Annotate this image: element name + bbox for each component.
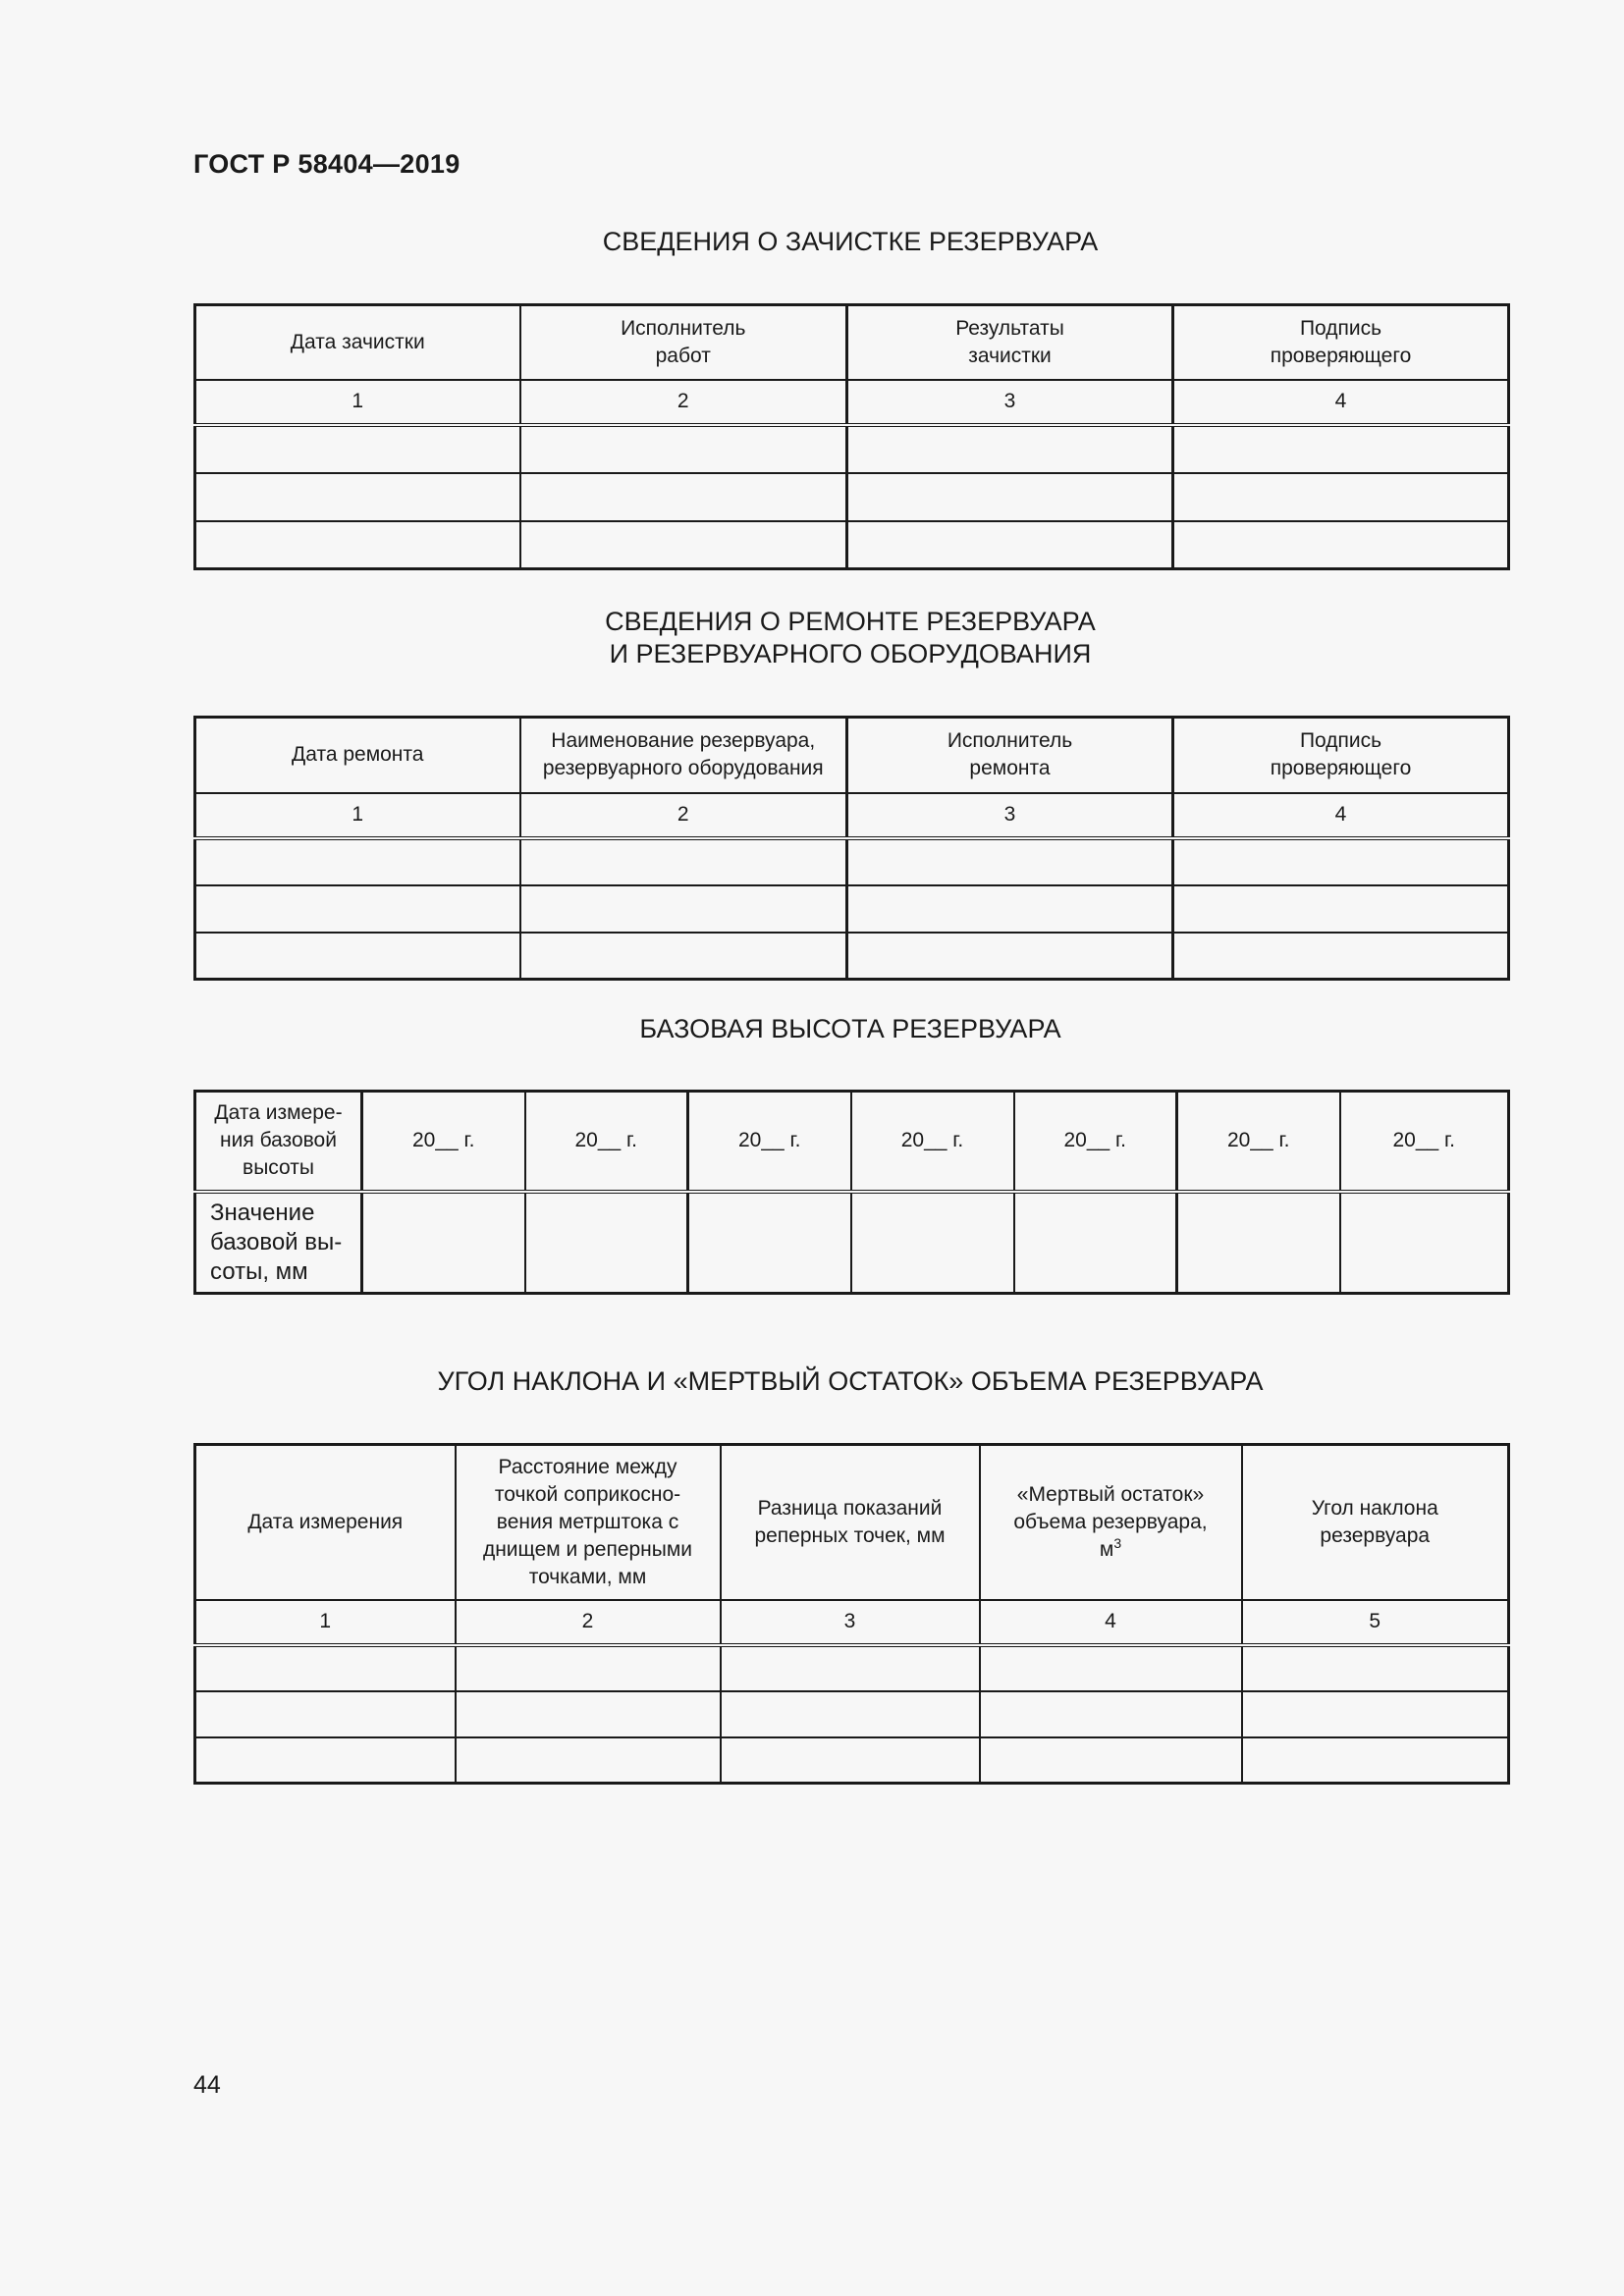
empty-cell[interactable] [520, 473, 847, 521]
date-placeholder[interactable]: 20__ г. [1340, 1092, 1509, 1192]
column-number: 3 [847, 793, 1173, 838]
empty-cell[interactable] [1340, 1192, 1509, 1294]
empty-cell[interactable] [525, 1192, 688, 1294]
table-row [195, 1691, 1509, 1737]
empty-cell[interactable] [195, 521, 520, 569]
empty-cell[interactable] [362, 1192, 525, 1294]
empty-cell[interactable] [456, 1691, 721, 1737]
header-cell: Дата зачистки [195, 305, 520, 380]
header-cell: Дата ремонта [195, 718, 520, 793]
tilt-title: УГОЛ НАКЛОНА И «МЕРТВЫЙ ОСТАТОК» ОБЪЕМА РЕЗЕРВУАРА [437, 1366, 1264, 1396]
column-number: 2 [456, 1600, 721, 1645]
empty-cell[interactable] [1173, 838, 1509, 885]
empty-cell[interactable] [195, 1645, 456, 1691]
repair-title-line1: СВЕДЕНИЯ О РЕМОНТЕ РЕЗЕРВУАРА [605, 607, 1096, 636]
empty-cell[interactable] [520, 838, 847, 885]
empty-cell[interactable] [688, 1192, 851, 1294]
empty-cell[interactable] [847, 933, 1173, 980]
column-number: 1 [195, 1600, 456, 1645]
column-number-row [195, 1600, 1509, 1645]
empty-cell[interactable] [851, 1192, 1014, 1294]
value-row-label: Значение базовой вы- соты, мм [195, 1192, 362, 1294]
table-row [195, 1737, 1509, 1784]
date-placeholder[interactable]: 20__ г. [688, 1092, 851, 1192]
column-number: 4 [1173, 793, 1509, 838]
base-height-table [193, 1090, 1510, 1295]
date-placeholder[interactable]: 20__ г. [525, 1092, 688, 1192]
header-cell: Результаты зачистки [847, 305, 1173, 380]
date-placeholder[interactable]: 20__ г. [362, 1092, 525, 1192]
column-number: 4 [980, 1600, 1242, 1645]
empty-cell[interactable] [721, 1645, 980, 1691]
repair-title [193, 606, 1507, 670]
empty-cell[interactable] [1173, 885, 1509, 933]
empty-cell[interactable] [1173, 425, 1509, 473]
empty-cell[interactable] [980, 1645, 1242, 1691]
table-row [195, 425, 1509, 473]
header-cell: Дата измерения [195, 1445, 456, 1600]
empty-cell[interactable] [1242, 1691, 1509, 1737]
empty-cell[interactable] [520, 425, 847, 473]
empty-cell[interactable] [195, 425, 520, 473]
header-cell: Подпись проверяющего [1173, 718, 1509, 793]
header-row [195, 718, 1509, 793]
empty-cell[interactable] [1242, 1645, 1509, 1691]
header-cell [980, 1445, 1242, 1600]
column-number: 3 [847, 380, 1173, 425]
tilt-table [193, 1443, 1510, 1785]
empty-cell[interactable] [847, 885, 1173, 933]
empty-cell[interactable] [721, 1737, 980, 1784]
date-placeholder[interactable]: 20__ г. [851, 1092, 1014, 1192]
unit-exponent: 3 [1113, 1534, 1122, 1551]
column-number: 1 [195, 380, 520, 425]
empty-cell[interactable] [980, 1691, 1242, 1737]
empty-cell[interactable] [1177, 1192, 1340, 1294]
column-number-row [195, 793, 1509, 838]
table-row [195, 473, 1509, 521]
empty-cell[interactable] [847, 838, 1173, 885]
header-cell: Угол наклона резервуара [1242, 1445, 1509, 1600]
repair-title-line2: И РЕЗЕРВУАРНОГО ОБОРУДОВАНИЯ [609, 639, 1092, 668]
column-number: 2 [520, 793, 847, 838]
empty-cell[interactable] [195, 1737, 456, 1784]
empty-cell[interactable] [847, 473, 1173, 521]
table-row [195, 1645, 1509, 1691]
header-cell: Расстояние между точкой соприкосно- вения метрштока с днищем и реперными точками, мм [456, 1445, 721, 1600]
column-number: 3 [721, 1600, 980, 1645]
date-placeholder[interactable]: 20__ г. [1177, 1092, 1340, 1192]
empty-cell[interactable] [1173, 933, 1509, 980]
empty-cell[interactable] [456, 1645, 721, 1691]
header-cell: Исполнитель работ [520, 305, 847, 380]
page-number: 44 [193, 2071, 221, 2099]
date-row [195, 1092, 1509, 1192]
empty-cell[interactable] [520, 521, 847, 569]
header-cell: Разница показаний реперных точек, мм [721, 1445, 980, 1600]
empty-cell[interactable] [456, 1737, 721, 1784]
empty-cell[interactable] [847, 521, 1173, 569]
cleaning-table [193, 303, 1510, 570]
date-placeholder[interactable]: 20__ г. [1014, 1092, 1177, 1192]
empty-cell[interactable] [520, 885, 847, 933]
value-row [195, 1192, 1509, 1294]
empty-cell[interactable] [1173, 473, 1509, 521]
empty-cell[interactable] [980, 1737, 1242, 1784]
empty-cell[interactable] [195, 1691, 456, 1737]
column-number: 1 [195, 793, 520, 838]
table-row [195, 521, 1509, 569]
table-row [195, 885, 1509, 933]
header-row [195, 305, 1509, 380]
column-number: 2 [520, 380, 847, 425]
header-row [195, 1445, 1509, 1600]
header-cell: Подпись проверяющего [1173, 305, 1509, 380]
header-cell: Наименование резервуара, резервуарного оборудования [520, 718, 847, 793]
repair-table [193, 716, 1510, 981]
empty-cell[interactable] [195, 473, 520, 521]
empty-cell[interactable] [195, 838, 520, 885]
date-row-label: Дата измере- ния базовой высоты [195, 1092, 362, 1192]
cleaning-title: СВЕДЕНИЯ О ЗАЧИСТКЕ РЕЗЕРВУАРА [602, 227, 1099, 256]
table-row [195, 838, 1509, 885]
empty-cell[interactable] [195, 885, 520, 933]
empty-cell[interactable] [1173, 521, 1509, 569]
empty-cell[interactable] [847, 425, 1173, 473]
column-number: 4 [1173, 380, 1509, 425]
empty-cell[interactable] [1014, 1192, 1177, 1294]
table-row [195, 933, 1509, 980]
base-height-title: БАЗОВАЯ ВЫСОТА РЕЗЕРВУАРА [639, 1014, 1061, 1043]
empty-cell[interactable] [520, 933, 847, 980]
empty-cell[interactable] [1242, 1737, 1509, 1784]
header-cell-text: «Мертвый остаток» объема резервуара, м [1013, 1482, 1208, 1561]
empty-cell[interactable] [721, 1691, 980, 1737]
empty-cell[interactable] [195, 933, 520, 980]
column-number-row [195, 380, 1509, 425]
header-cell: Исполнитель ремонта [847, 718, 1173, 793]
document-id: ГОСТ Р 58404—2019 [193, 149, 460, 179]
column-number: 5 [1242, 1600, 1509, 1645]
